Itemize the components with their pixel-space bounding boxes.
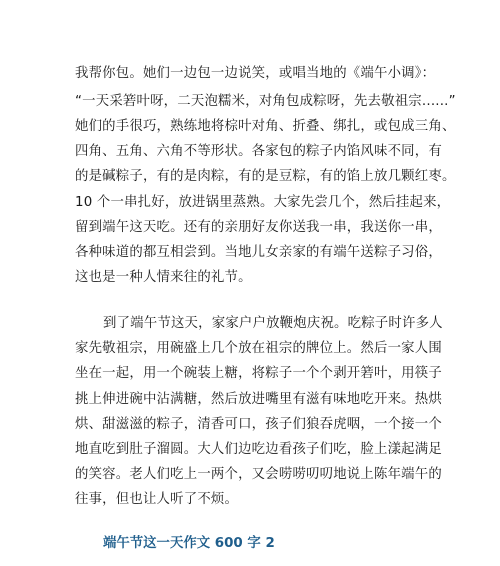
text-line: 的是碱粽子，有的是肉粽，有的是豆粽，有的馅上放几颗红枣。 — [75, 169, 456, 184]
text-line: 家先敬祖宗，用碗盛上几个放在祖宗的牌位上。然后一家人围 — [75, 341, 442, 356]
text-line: 四角、五角、六角不等形状。各家包的粽子内馅风味不同，有 — [75, 144, 442, 159]
text-line: 挑上伸进碗中沾满糖，然后放进嘴里有滋有味地吃开来。热烘 — [75, 392, 442, 407]
text-line: 我帮你包。她们一边包一边说笑，或唱当地的《端午小调》： — [75, 66, 436, 81]
text-line: 10 个一串扎好，放进锅里蒸熟。大家先尝几个，然后挂起来， — [75, 195, 451, 210]
text-line: “一天采箬叶呀，二天泡糯米，对角包成粽呀，先去敬祖宗......” — [75, 94, 456, 109]
text-line: 的笑容。老人们吃上一两个，又会唠唠叨叨地说上陈年端午的 — [75, 467, 442, 482]
text-line: 留到端午这天吃。还有的亲朋好友你送我一串，我送你一串， — [75, 220, 442, 235]
text-line: 她们的手很巧，熟练地将棕叶对角、折叠、绑扎，或包成三角、 — [75, 119, 456, 134]
text-line: 往事，但也让人听了不烦。 — [75, 492, 239, 507]
text-line: 地直吃到肚子溜圆。大人们边吃边看孩子们吃，脸上漾起满足 — [75, 442, 442, 457]
text-line: 这也是一种人情来往的礼节。 — [75, 270, 252, 285]
text-line: 坐在一起，用一个碗装上糖，将粽子一个个剥开箬叶，用筷子 — [75, 366, 442, 381]
text-line: 到了端午节这天，家家户户放鞭炮庆祝。吃粽子时许多人 — [103, 316, 443, 331]
text-line: 各种味道的都互相尝到。当地儿女亲家的有端午送粽子习俗， — [75, 245, 442, 260]
text-line: 烘、甜滋滋的粽子，清香可口，孩子们狼吞虎咽，一个接一个 — [75, 417, 442, 432]
section-heading: 端午节这一天作文 600 字 2 — [103, 536, 275, 551]
